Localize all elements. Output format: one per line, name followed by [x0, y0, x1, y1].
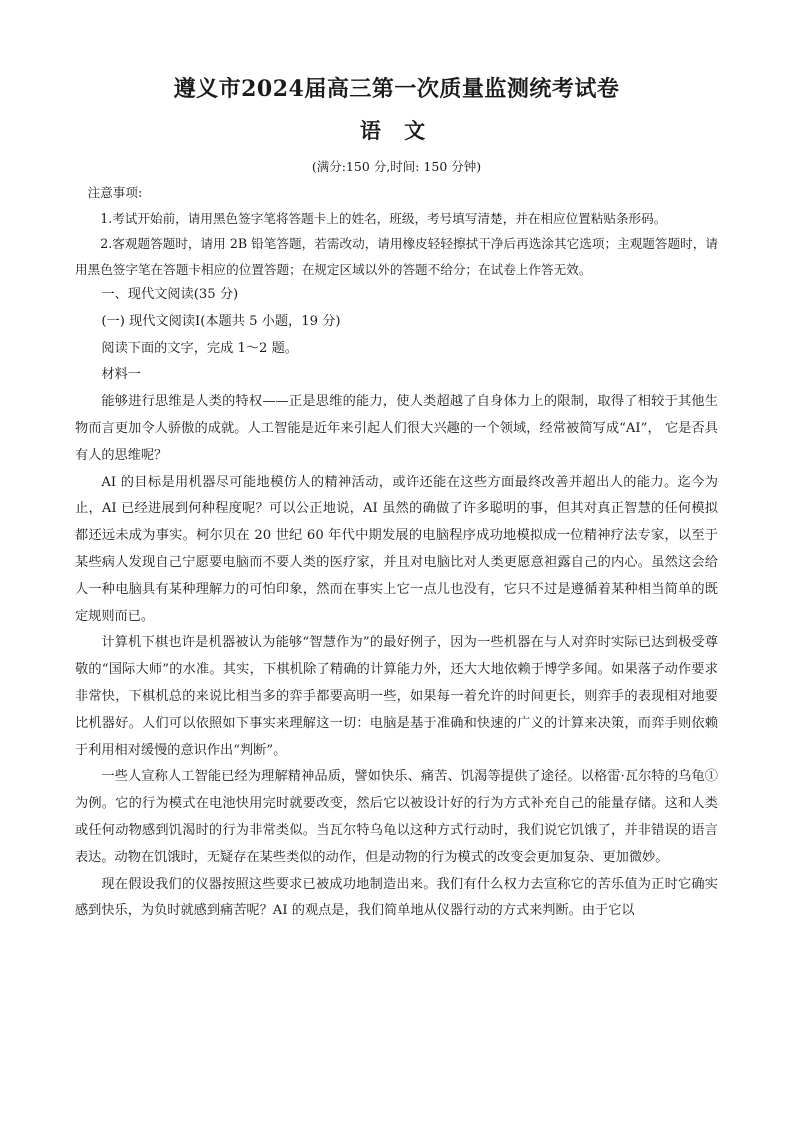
exam-page [75, 72, 718, 925]
body-paragraph: 计算机下棋也许是机器被认为能够“智慧作为”的最好例子，因为一些机器在与人对弈时实际已达到极受尊敬的“国际大师”的水准。其实，下棋机除了精确的计算能力外，还大大地依赖于博学多闻。如果落子动作要求非常快，下棋机总的来说比相当多的弈手都要高明一些，如果每一着允许的时间更长，则弈手的表现相对地要比机器好。人们可以依照如下事实来理解这一切：电脑是基于准确和快速的广义的计算来决策，而弈手则依赖于利用相对缓慢的意识作出“判断”。 [75, 635, 718, 758]
section-subtitle: (一) 现代文阅读Ⅰ(本题共 5 小题，19 分) [101, 313, 341, 329]
subject-title: 语 文 [359, 118, 434, 143]
notes-item: 1.考试开始前，请用黑色签字笔将答题卡上的姓名，班级，考号填写清楚，并在相应位置粘贴条形码。 [100, 210, 667, 226]
material-label: 材料一 [101, 367, 141, 383]
body-paragraph: 现在假设我们的仪器按照这些要求已被成功地制造出来。我们有什么权力去宣称它的苦乐值为正时它确实感到快乐，为负时就感到痛苦呢？AI 的观点是，我们简单地从仪器行动的方式来判断。由于它以 [75, 876, 718, 919]
body-paragraph: 一些人宣称人工智能已经为理解精神品质，譬如快乐、痛苦、饥渴等提供了途径。以格雷·瓦尔特的乌龟①为例。它的行为模式在电池快用完时就要改变，然后它以被设计好的行为方式补充自己的能量存储。这和人类或任何动物感到饥渴时的行为非常类似。当瓦尔特乌龟以这种方式行动时，我们说它饥饿了，并非错误的语言表达。动物在饥饿时，无疑存在某些类似的动作，但是动物的行为模式的改变会更加复杂、更加微妙。 [75, 769, 718, 865]
body-paragraph: 能够进行思维是人类的特权——正是思维的能力，使人类超越了自身体力上的限制，取得了相较于其他生物而言更加令人骄傲的成就。人工智能是近年来引起人们很大兴趣的一个领域，经常被简写成“AI”， 它是否具有人的思维呢？ [75, 394, 718, 463]
body-paragraph: AI 的目标是用机器尽可能地模仿人的精神活动，或许还能在这些方面最终改善并超出人的能力。迄今为止，AI 已经进展到何种程度呢？可以公正地说，AI 虽然的确做了许多聪明的事，但其对真正智慧的任何模拟都还远未成为事实。柯尔贝在 20 世纪 60 年代中期发展的电脑程序成功地模拟成一位精神疗法专家，以至于某些病人发现自己宁愿要电脑而不要人类的医疗家，并且对电脑比对人类更愿意袒露自己的内心。虽然这会给人一种电脑具有某种理解力的可怕印象，然而在事实上它一点儿也没有，它只不过是遵循着某种相当简单的既定规则而已。 [75, 474, 718, 624]
exam-title: 遵义市2024届高三第一次质量监测统考试卷 [173, 76, 620, 102]
section-title: 一、现代文阅读(35 分) [101, 287, 239, 302]
notes-label: 注意事项: [87, 185, 143, 200]
notes-item: 2.客观题答题时，请用 2B 铅笔答题，若需改动，请用橡皮轻轻擦拭干净后再选涂其它选项；主观题答题时，请用黑色签字笔在答题卡相应的位置答题；在规定区域以外的答题不给分；在试卷上作答无效。 [75, 236, 718, 277]
exam-meta: (满分:150 分,时间: 150 分钟) [311, 159, 482, 174]
notes-section [75, 180, 718, 282]
reading-section [75, 282, 718, 925]
section-instruction: 阅读下面的文字，完成 1～2 题。 [101, 340, 298, 356]
